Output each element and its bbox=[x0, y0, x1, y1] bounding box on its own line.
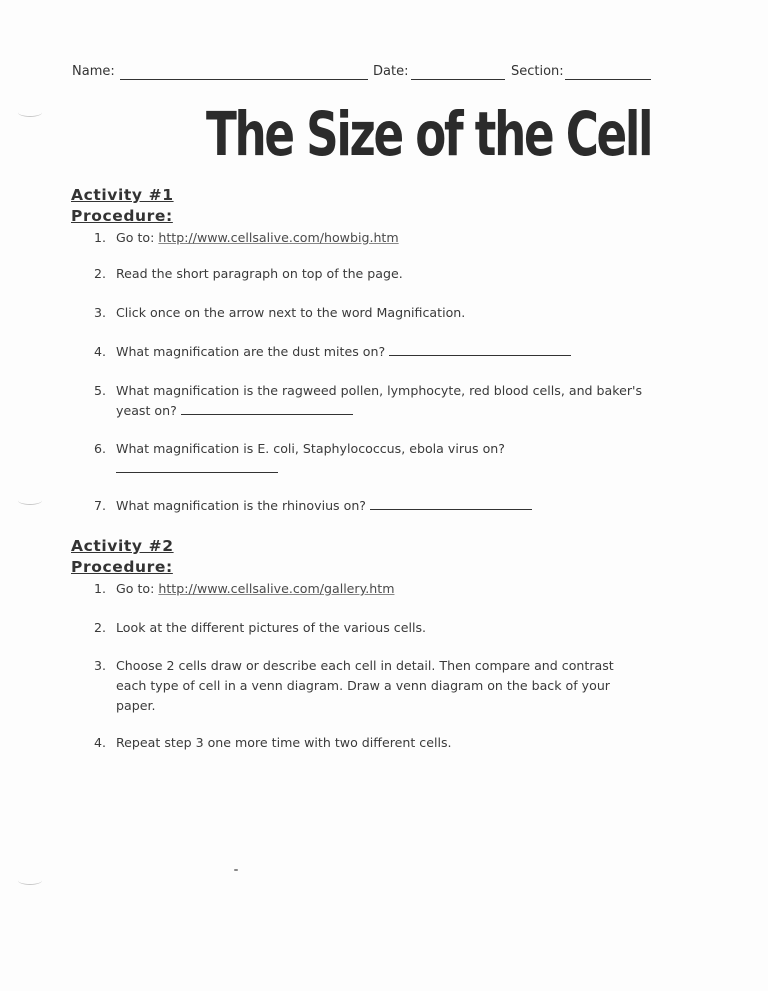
scan-speck bbox=[234, 869, 238, 871]
page-title: The Size of the Cell bbox=[206, 98, 652, 170]
activity-1-procedure-label: Procedure: bbox=[71, 207, 173, 225]
header-row bbox=[72, 64, 662, 84]
gallery-link[interactable]: http://www.cellsalive.com/gallery.htm bbox=[158, 581, 395, 596]
activity-2-procedure-label: Procedure: bbox=[71, 558, 173, 576]
date-field[interactable] bbox=[411, 79, 505, 80]
answer-blank-7[interactable] bbox=[370, 497, 532, 510]
binder-hole-mark bbox=[18, 108, 42, 117]
section-label: Section: bbox=[511, 64, 564, 79]
answer-blank-5[interactable] bbox=[181, 402, 353, 415]
name-label: Name: bbox=[72, 64, 115, 79]
date-label: Date: bbox=[373, 64, 409, 79]
activity-1-heading: Activity #1 bbox=[71, 186, 174, 204]
worksheet-page: Name: Date: Section: The Size of the Cell Activity #1 Procedure: 1. Go to: http://www.cellsalive.com/howbig.htm 2. Read the short paragraph on top of the page. 3. Click once on the arrow next to the word Magnification. 4. What magnification are the dust mites on? 5. What magnification is the ragweed pollen, lymphocyte, red blood cells, and baker's yeast on? 6. What magnification is E. coli, Staphylococcus, ebola virus on? 7. What magnification is the rhinovius on? Activity #2 Procedure: 1. Go to: http://www.cellsalive.com/gallery.htm 2. Look at the different pictures of the various cells. 3. Choose 2 cells draw or describe each cell in detail. Then compare and contrast each type of cell in a venn diagram. Draw a venn diagram on the back of your paper. 4. Repeat step 3 one more time with two different cells. bbox=[0, 0, 768, 991]
activity-2-heading: Activity #2 bbox=[71, 537, 174, 555]
answer-blank-4[interactable] bbox=[389, 343, 571, 356]
binder-hole-mark bbox=[18, 496, 42, 505]
binder-hole-mark bbox=[18, 876, 42, 885]
answer-blank-6[interactable] bbox=[116, 460, 278, 473]
name-field[interactable] bbox=[120, 79, 368, 80]
howbig-link[interactable]: http://www.cellsalive.com/howbig.htm bbox=[158, 230, 399, 245]
section-field[interactable] bbox=[565, 79, 651, 80]
